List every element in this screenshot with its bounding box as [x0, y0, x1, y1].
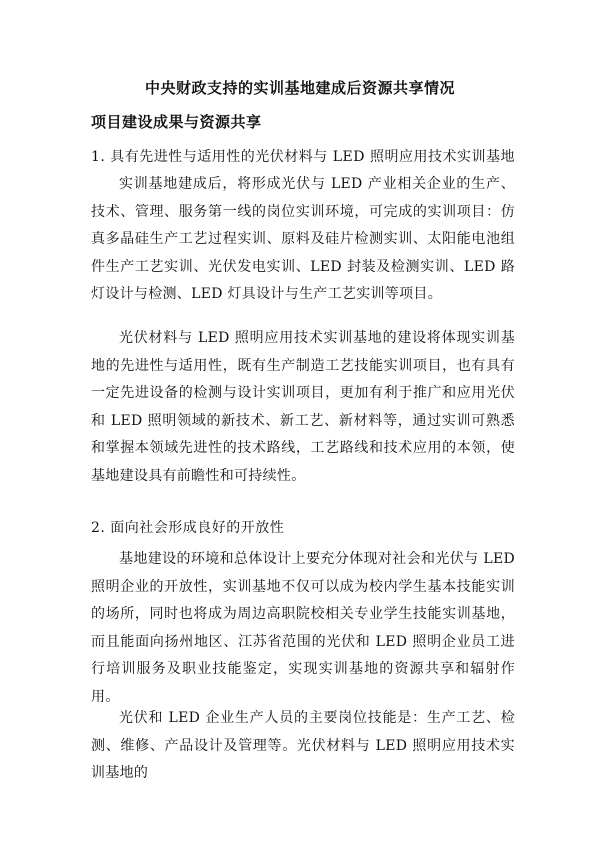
paragraph-3: 基地建设的环境和总体设计上要充分体现对社会和光伏与 LED 照明企业的开放性，实训基地不仅可以成为校内学生基本技能实训的场所，同时也将成为周边高职院校相关专业学生技能实训基地，而且能面向扬州地区、江苏省范围的光伏和 LED 照明企业员工进行培训服务及职业技能鉴定，实现实训基地的资源共享和辐射作用。: [91, 551, 515, 705]
paragraph-4: 光伏和 LED 企业生产人员的主要岗位技能是：生产工艺、检测、维修、产品设计及管理等。光伏材料与 LED 照明应用技术实训基地的: [91, 710, 515, 781]
section-subtitle: 项目建设成果与资源共享: [91, 113, 262, 131]
section-2-heading: 2. 面向社会形成良好的开放性: [91, 520, 285, 536]
document-title: 中央财政支持的实训基地建成后资源共享情况: [144, 79, 455, 97]
paragraph-2: 光伏材料与 LED 照明应用技术实训基地的建设将体现实训基地的先进性与适用性，既有生产制造工艺技能实训项目，也有具有一定先进设备的检测与设计实训项目，更加有利于推广和应用光伏和 LED 照明领域的新技术、新工艺、新材料等，通过实训可熟悉和掌握本领域先进性的技术路线，工艺路线和技术应用的本领，使基地建设具有前瞻性和可持续性。: [91, 330, 515, 484]
section-1-heading: 1. 具有先进性与适用性的光伏材料与 LED 照明应用技术实训基地: [91, 149, 515, 165]
paragraph-1: 实训基地建成后，将形成光伏与 LED 产业相关企业的生产、技术、管理、服务第一线的岗位实训环境，可完成的实训项目：仿真多晶硅生产工艺过程实训、原料及硅片检测实训、太阳能电池组件生产工艺实训、光伏发电实训、LED 封装及检测实训、LED 路灯设计与检测、LED 灯具设计与生产工艺实训等项目。: [91, 176, 515, 302]
